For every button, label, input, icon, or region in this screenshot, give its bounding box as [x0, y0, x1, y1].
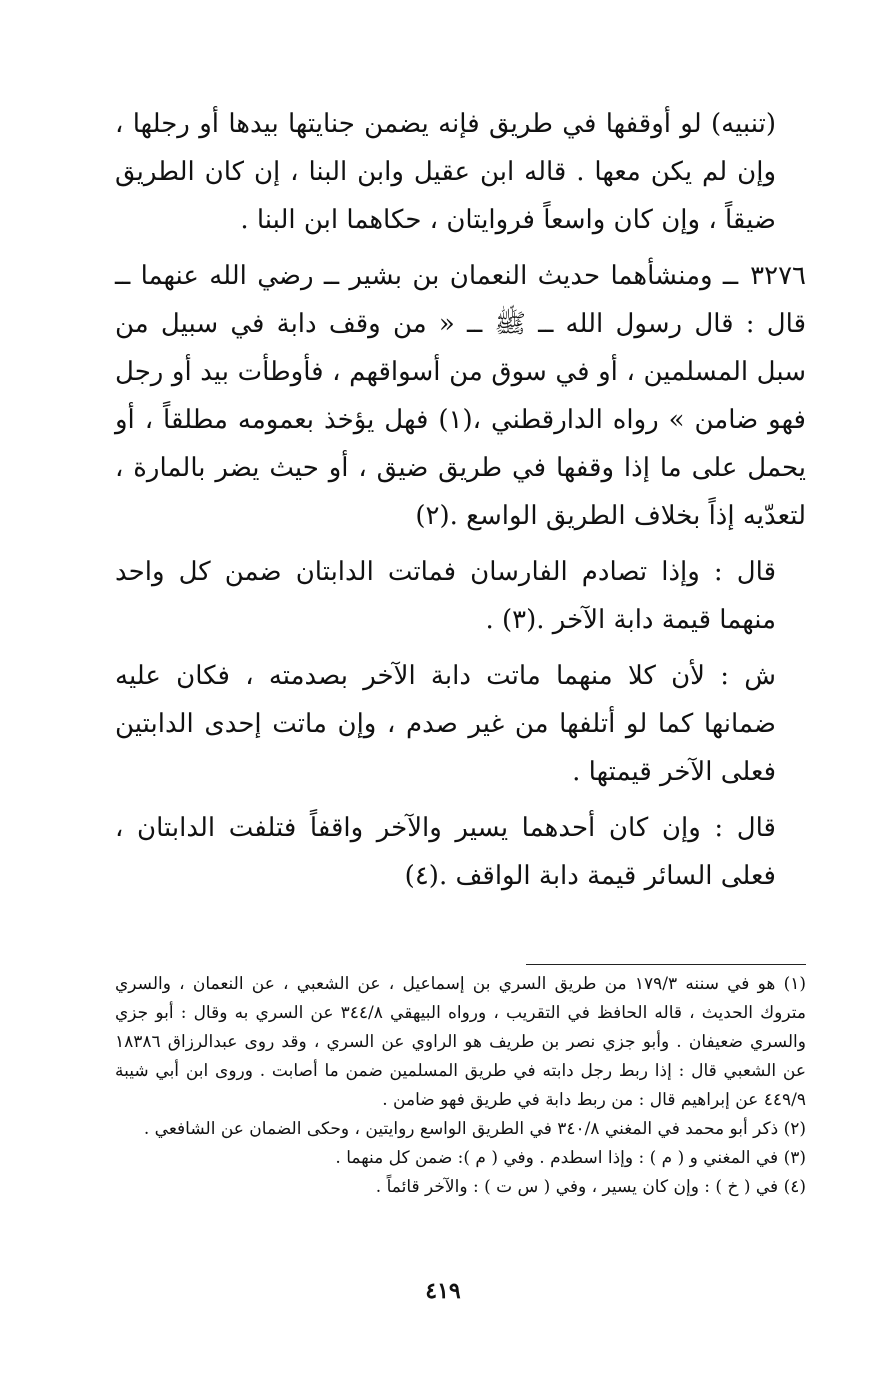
entry-number: ٣٢٧٦ [750, 261, 807, 291]
footnote-4: (٤) في ( خ ) : وإن كان يسير ، وفي ( س ت ) : والآخر قائماً . [375, 1177, 806, 1197]
paragraph-3276 [115, 252, 806, 540]
paragraph-qala-walking: قال : وإن كان أحدهما يسير والآخر واقفاً فتلفت الدابتان ، فعلى السائر قيمة دابة الواقف .(٤) [115, 813, 776, 891]
footnote-3: (٣) في المغني و ( م ) : وإذا اسطدم . وفي ( م ): ضمن كل منهما . [335, 1148, 806, 1168]
main-text [115, 100, 806, 908]
page-number: ٤١٩ [425, 1278, 461, 1304]
footnote-separator [526, 964, 806, 965]
footnote-2: (٢) ذكر أبو محمد في المغني ٣٤٠/٨ في الطريق الواسع روايتين ، وحكى الضمان عن الشافعي . [143, 1119, 806, 1139]
footnotes [115, 970, 806, 1202]
paragraph-3276-text: ــ ومنشأهما حديث النعمان بن بشير ــ رضي الله عنهما ــ قال : قال رسول الله ــ ﷺ ــ « من وقف دابة في سبيل من سبل المسلمين ، أو في سوق من أسواقهم ، فأوطأت بيد أو رجل فهو ضامن » رواه الدارقطني ،(١) فهل يؤخذ بعمومه مطلقاً ، أو يحمل على ما إذا وقفها في طريق ضيق ، أو حيث يضر بالمارة ، لتعدّيه إذاً بخلاف الطريق الواسع .(٢) [115, 261, 806, 531]
footnote-1: (١) هو في سننه ١٧٩/٣ من طريق السري بن إسماعيل ، عن الشعبي ، عن النعمان ، والسري متروك الحديث ، قاله الحافظ في التقريب ، ورواه البيهقي ٣٤٤/٨ عن السري به وقال : أبو جزي والسري ضعيفان . وأبو جزي نصر بن طريف هو الراوي عن السري ، وقد روى عبدالرزاق ١٨٣٨٦ عن الشعبي قال : إذا ربط رجل دابته في طريق المسلمين ضمن ما أصابت . وروى ابن أبي شيبة ٤٤٩/٩ عن إبراهيم قال : من ربط دابة في طريق فهو ضامن . [115, 974, 806, 1110]
paragraph-tanbih: (تنبيه) لو أوقفها في طريق فإنه يضمن جنايتها بيدها أو رجلها ، وإن لم يكن معها . قاله ابن عقيل وابن البنا ، إن كان الطريق ضيقاً ، وإن كان واسعاً فروايتان ، حكاهما ابن البنا . [115, 109, 776, 235]
paragraph-sharh: ش : لأن كلا منهما ماتت دابة الآخر بصدمته ، فكان عليه ضمانها كما لو أتلفها من غير صدم ، وإن ماتت إحدى الدابتين فعلى الآخر قيمتها . [115, 661, 776, 787]
paragraph-qala-collision: قال : وإذا تصادم الفارسان فماتت الدابتان ضمن كل واحد منهما قيمة دابة الآخر .(٣) . [115, 557, 776, 635]
